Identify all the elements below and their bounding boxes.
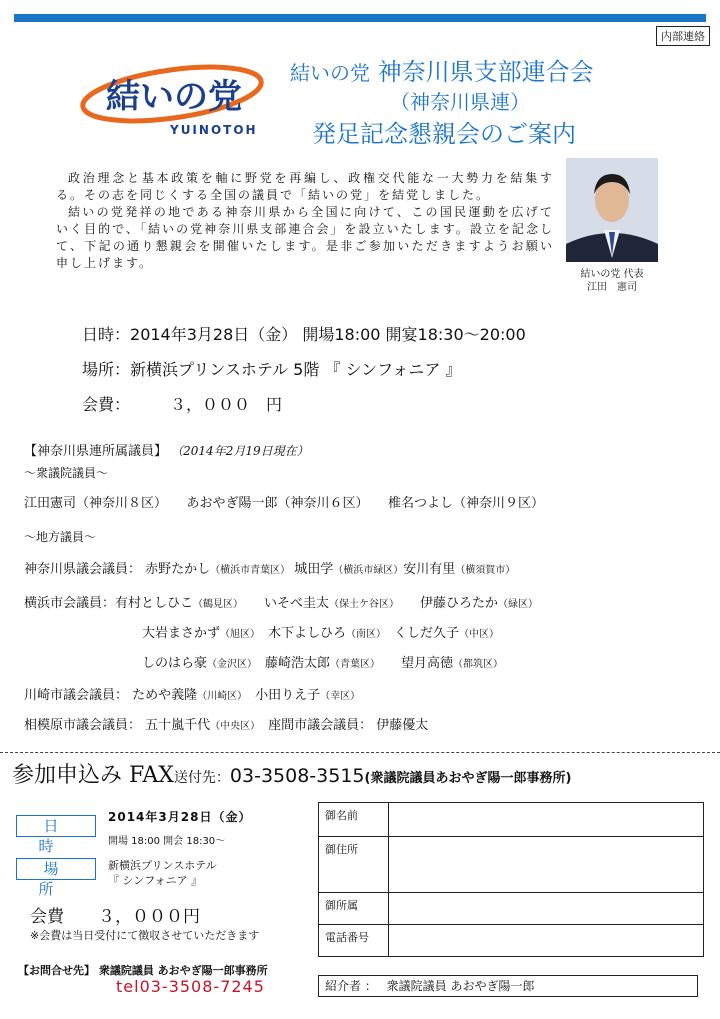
member-name: 安川有里 — [403, 562, 456, 577]
form-field-input[interactable] — [389, 837, 704, 893]
member-district: （中区） — [459, 629, 500, 640]
internal-memo-badge: 内部連絡 — [656, 26, 710, 46]
member-district: （横浜市緑区） — [333, 565, 404, 576]
apply-fee-note: ※会費は当日受付にて徴収させていただきます — [30, 929, 260, 942]
member-district: （中央区） — [210, 721, 256, 732]
cut-line — [0, 752, 720, 753]
form-row — [319, 893, 704, 925]
member-district: （幸区） — [320, 691, 361, 702]
members-as-of: （2014年2月19日現在） — [171, 444, 309, 458]
member-name: 大岩まさかず — [142, 626, 221, 641]
party-name: 結いの党 — [290, 61, 370, 85]
member-name: 小田りえ子 — [242, 688, 321, 703]
member-name: いそべ圭太 — [238, 596, 330, 611]
member-name: 座間市議会議員： 伊藤優太 — [255, 718, 429, 733]
member-name: 望月高徳 — [375, 656, 454, 671]
member-district: （鶴見区） — [193, 599, 239, 610]
member-name: しのはら豪 — [142, 656, 208, 671]
member-district: （南区） — [346, 629, 382, 640]
member-name: 横浜市会議員：有村としひこ — [24, 596, 194, 611]
apply-place-line-1: 新横浜プリンスホテル — [108, 859, 217, 872]
fax-office: (衆議院議員あおやぎ陽一郎事務所) — [364, 771, 572, 786]
member-district: （横浜市青葉区） — [210, 565, 291, 576]
intro-text — [56, 170, 554, 272]
member-district: （横須賀市） — [455, 565, 516, 576]
form-field-label: 御所属 — [319, 893, 389, 925]
form-field-input[interactable] — [389, 803, 704, 837]
member-name: 伊藤ひろたか — [394, 596, 499, 611]
local-member-row — [142, 622, 499, 641]
local-member-row — [24, 558, 515, 577]
lower-house-members: 江田憲司（神奈川８区） あおやぎ陽一郎（神奈川６区） 椎名つよし（神奈川９区） — [24, 496, 545, 511]
caption-title: 結いの党 代表 — [580, 269, 644, 280]
form-row — [319, 837, 704, 893]
member-name: 相模原市議会議員： 五十嵐千代 — [24, 718, 211, 733]
introducer-box: 紹介者 ： 衆議院議員 あおやぎ陽一郎 — [318, 975, 698, 997]
federation-name: 神奈川県支部連合会 — [377, 58, 594, 86]
member-district: （川崎区） — [197, 691, 243, 702]
logo-text-en: YUINOTOH — [170, 123, 258, 137]
local-member-row — [24, 592, 538, 611]
form-field-input[interactable] — [389, 893, 704, 925]
leader-photo — [566, 158, 658, 262]
lower-house-heading: 〜衆議院議員〜 — [24, 466, 109, 480]
intro-paragraph-1: 政治理念と基本政策を軸に野党を再編し、政権交代能な一大勢力を結集する。その志を同じくする全国の議員で「結いの党」を結党しました。 — [56, 171, 554, 202]
member-district: （保土ケ谷区） — [329, 599, 395, 610]
local-heading: 〜地方議員〜 — [24, 530, 97, 544]
event-datetime-label: 日時 — [82, 325, 115, 344]
event-place-label: 場所 — [82, 360, 115, 379]
local-member-row — [142, 652, 503, 671]
title-line-2: （神奈川県連） — [390, 90, 530, 114]
title-line-3: 発足記念懇親会のご案内 — [312, 120, 576, 148]
members-heading — [24, 440, 309, 459]
application-heading — [12, 758, 571, 789]
event-place-value: ：新横浜プリンスホテル 5階 『 シンフォニア 』 — [114, 360, 462, 379]
event-fee-value: ： ３，０００ 円 — [114, 395, 283, 414]
fax-to-label: 送付先： — [173, 770, 230, 786]
event-fee-label: 会費 — [82, 395, 115, 414]
place-label-box: 場所 — [16, 858, 96, 880]
caption-name: 江田 憲司 — [587, 282, 637, 293]
form-field-label: 電話番号 — [319, 925, 389, 957]
form-field-label: 御名前 — [319, 803, 389, 837]
apply-place-line-2: 『 シンフォニア 』 — [108, 874, 203, 887]
apply-date-value: 2014年3月28日（金） — [108, 810, 252, 824]
member-name: 木下よしひろ — [255, 626, 347, 641]
title-line-1 — [290, 52, 594, 87]
member-name: 城田学 — [290, 562, 334, 577]
intro-paragraph-2: 結いの党発祥の地である神奈川県から全国に向けて、この国民運動を広げていく目的で、「結いの党神奈川県支部連合会」を設立いたします。設立を記念して、下記の通り懇親会を開催いたします。是非ご参加いただきますようお願い申し上げます。 — [56, 205, 554, 270]
member-district: （都筑区） — [453, 659, 504, 670]
event-datetime — [82, 322, 526, 345]
member-district: （金沢区） — [207, 659, 253, 670]
event-fee — [82, 392, 282, 415]
members-title: 【神奈川県連所属議員】 — [24, 444, 168, 459]
application-title: 参加申込み — [12, 763, 123, 788]
date-label-box: 日時 — [16, 815, 96, 837]
member-district: （青葉区） — [330, 659, 376, 670]
fax-label: FAX — [129, 763, 174, 788]
party-logo — [74, 56, 274, 146]
fax-number: 03-3508-3515 — [229, 765, 365, 787]
local-member-row — [24, 684, 360, 703]
apply-date-detail: 開場 18:00 開会 18:30〜 — [108, 836, 226, 847]
logo-text-jp: 結いの党 — [106, 77, 242, 117]
form-row — [319, 925, 704, 957]
application-form — [318, 802, 704, 957]
form-row — [319, 803, 704, 837]
member-name: くしだ久子 — [381, 626, 460, 641]
event-datetime-value: ：2014年3月28日（金） 開場18:00 開宴18:30〜20:00 — [114, 325, 526, 344]
member-name: 川崎市議会議員： ためや義隆 — [24, 688, 198, 703]
member-name: 藤崎浩太郎 — [252, 656, 331, 671]
event-place — [82, 357, 461, 380]
form-field-label: 御住所 — [319, 837, 389, 893]
photo-caption — [560, 268, 664, 294]
local-member-row — [24, 714, 428, 733]
inquiry-tel: tel03-3508-7245 — [116, 977, 265, 996]
member-district: （緑区） — [498, 599, 539, 610]
top-accent-bar — [14, 14, 706, 22]
apply-fee: 会費 ３，０００円 — [30, 907, 200, 927]
member-name: 神奈川県議会議員： 赤野たかし — [24, 562, 211, 577]
member-district: （旭区） — [220, 629, 256, 640]
inquiry-contact: 【お問合せ先】 衆議院議員 あおやぎ陽一郎事務所 — [18, 964, 268, 977]
form-field-input[interactable] — [389, 925, 704, 957]
